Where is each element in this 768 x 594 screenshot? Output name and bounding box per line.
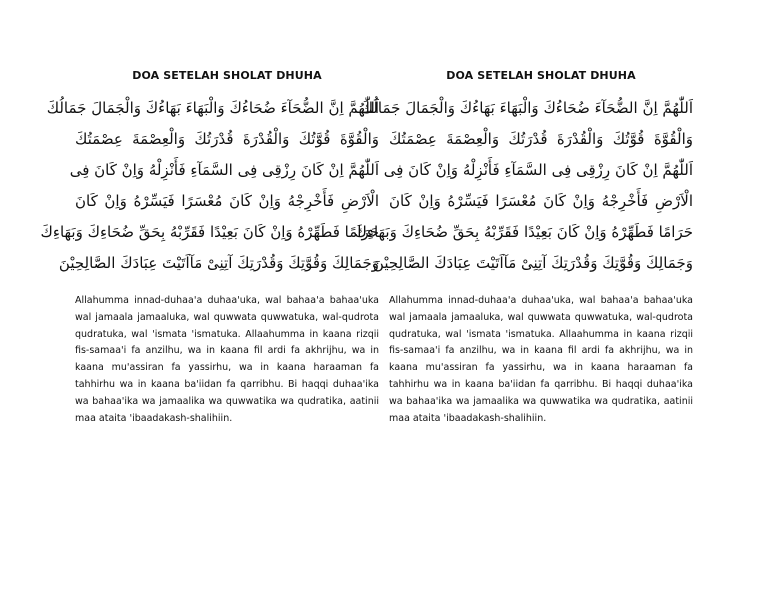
arabic-line: اَللّٰهُمَّ اِنَّ الضُّحَآءَ ضُحَاءُكَ وَالْبَهَاءَ بَهَاءُكَ وَالْجَمَالَ جَمَالُكَ bbox=[46, 99, 379, 117]
arabic-text bbox=[40, 93, 379, 279]
doa-column-right bbox=[354, 66, 693, 437]
arabic-line: وَجَمَالِكَ وَقُوَّتِكَ وَقُدْرَتِكَ آتِنِىْ مَآاَتَيْتَ عِبَادَكَ الصَّالِحِيْنَ bbox=[372, 254, 693, 272]
arabic-text bbox=[354, 93, 693, 279]
arabic-line: وَالْقُوَّةَ قُوَّتُكَ وَالْقُدْرَةَ قُدْرَتُكَ وَالْعِصْمَةَ عِصْمَتُكَ bbox=[389, 130, 693, 148]
arabic-line: حَرَامًا فَطَهِّرْهُ وَاِنْ كَانَ بَعِيْدًا فَقَرِّبْهُ بِحَقِّ ضُحَاءِكَ وَبَهَاءِكَ bbox=[40, 223, 379, 241]
arabic-line: وَجَمَالِكَ وَقُوَّتِكَ وَقُدْرَتِكَ آتِنِىْ مَآاَتَيْتَ عِبَادَكَ الصَّالِحِيْنَ bbox=[58, 254, 379, 272]
latin-transliteration: Allahumma innad-duhaa'a duhaa'uka, wal bahaa'a bahaa'uka wal jamaala jamaaluka, wal quwwata quwwatuka, wal-qudrota qudratuka, wal 'ismata 'ismatuka. Allaahumma in kaana rizqii fis-samaa'i fa anzilhu, wa in kaana fil ardi fa akhrijhu, wa in kaana mu'assiran fa yassirhu, wa in kaana haraaman fa tahhirhu wa in kaana ba'iidan fa qarribhu. Bi haqqi duhaa'ika wa bahaa'ika wa jamaalika wa quwwatika wa qudratika, aatinii maa ataita 'ibaadakash-shalihiin. bbox=[75, 295, 379, 424]
doa-title: DOA SETELAH SHOLAT DHUHA bbox=[132, 69, 322, 82]
doa-title: DOA SETELAH SHOLAT DHUHA bbox=[446, 69, 636, 82]
arabic-line: اَللّٰهُمَّ اِنْ كَانَ رِزْقِى فِى السَّمَآءِ فَأَنْزِلْهُ وَاِنْ كَانَ فِى bbox=[69, 161, 379, 179]
arabic-line: حَرَامًا فَطَهِّرْهُ وَاِنْ كَانَ بَعِيْدًا فَقَرِّبْهُ بِحَقِّ ضُحَاءِكَ وَبَهَاءِكَ bbox=[354, 223, 693, 241]
arabic-line: اَللّٰهُمَّ اِنَّ الضُّحَآءَ ضُحَاءُكَ وَالْبَهَاءَ بَهَاءُكَ وَالْجَمَالَ جَمَالُكَ bbox=[360, 99, 693, 117]
arabic-line: الْاَرْضِ فَأَخْرِجْهُ وَاِنْ كَانَ مُعْسَرًا فَيَسِّرْهُ وَاِنْ كَانَ bbox=[389, 192, 693, 210]
arabic-line: الْاَرْضِ فَأَخْرِجْهُ وَاِنْ كَانَ مُعْسَرًا فَيَسِّرْهُ وَاِنْ كَانَ bbox=[75, 192, 379, 210]
arabic-line: اَللّٰهُمَّ اِنْ كَانَ رِزْقِى فِى السَّمَآءِ فَأَنْزِلْهُ وَاِنْ كَانَ فِى bbox=[383, 161, 693, 179]
doa-column-left bbox=[40, 66, 379, 437]
arabic-line: وَالْقُوَّةَ قُوَّتُكَ وَالْقُدْرَةَ قُدْرَتُكَ وَالْعِصْمَةَ عِصْمَتُكَ bbox=[75, 130, 379, 148]
latin-transliteration: Allahumma innad-duhaa'a duhaa'uka, wal bahaa'a bahaa'uka wal jamaala jamaaluka, wal quwwata quwwatuka, wal-qudrota qudratuka, wal 'ismata 'ismatuka. Allaahumma in kaana rizqii fis-samaa'i fa anzilhu, wa in kaana fil ardi fa akhrijhu, wa in kaana mu'assiran fa yassirhu, wa in kaana haraaman fa tahhirhu wa in kaana ba'iidan fa qarribhu. Bi haqqi duhaa'ika wa bahaa'ika wa jamaalika wa quwwatika wa qudratika, aatinii maa ataita 'ibaadakash-shalihiin. bbox=[389, 295, 693, 424]
